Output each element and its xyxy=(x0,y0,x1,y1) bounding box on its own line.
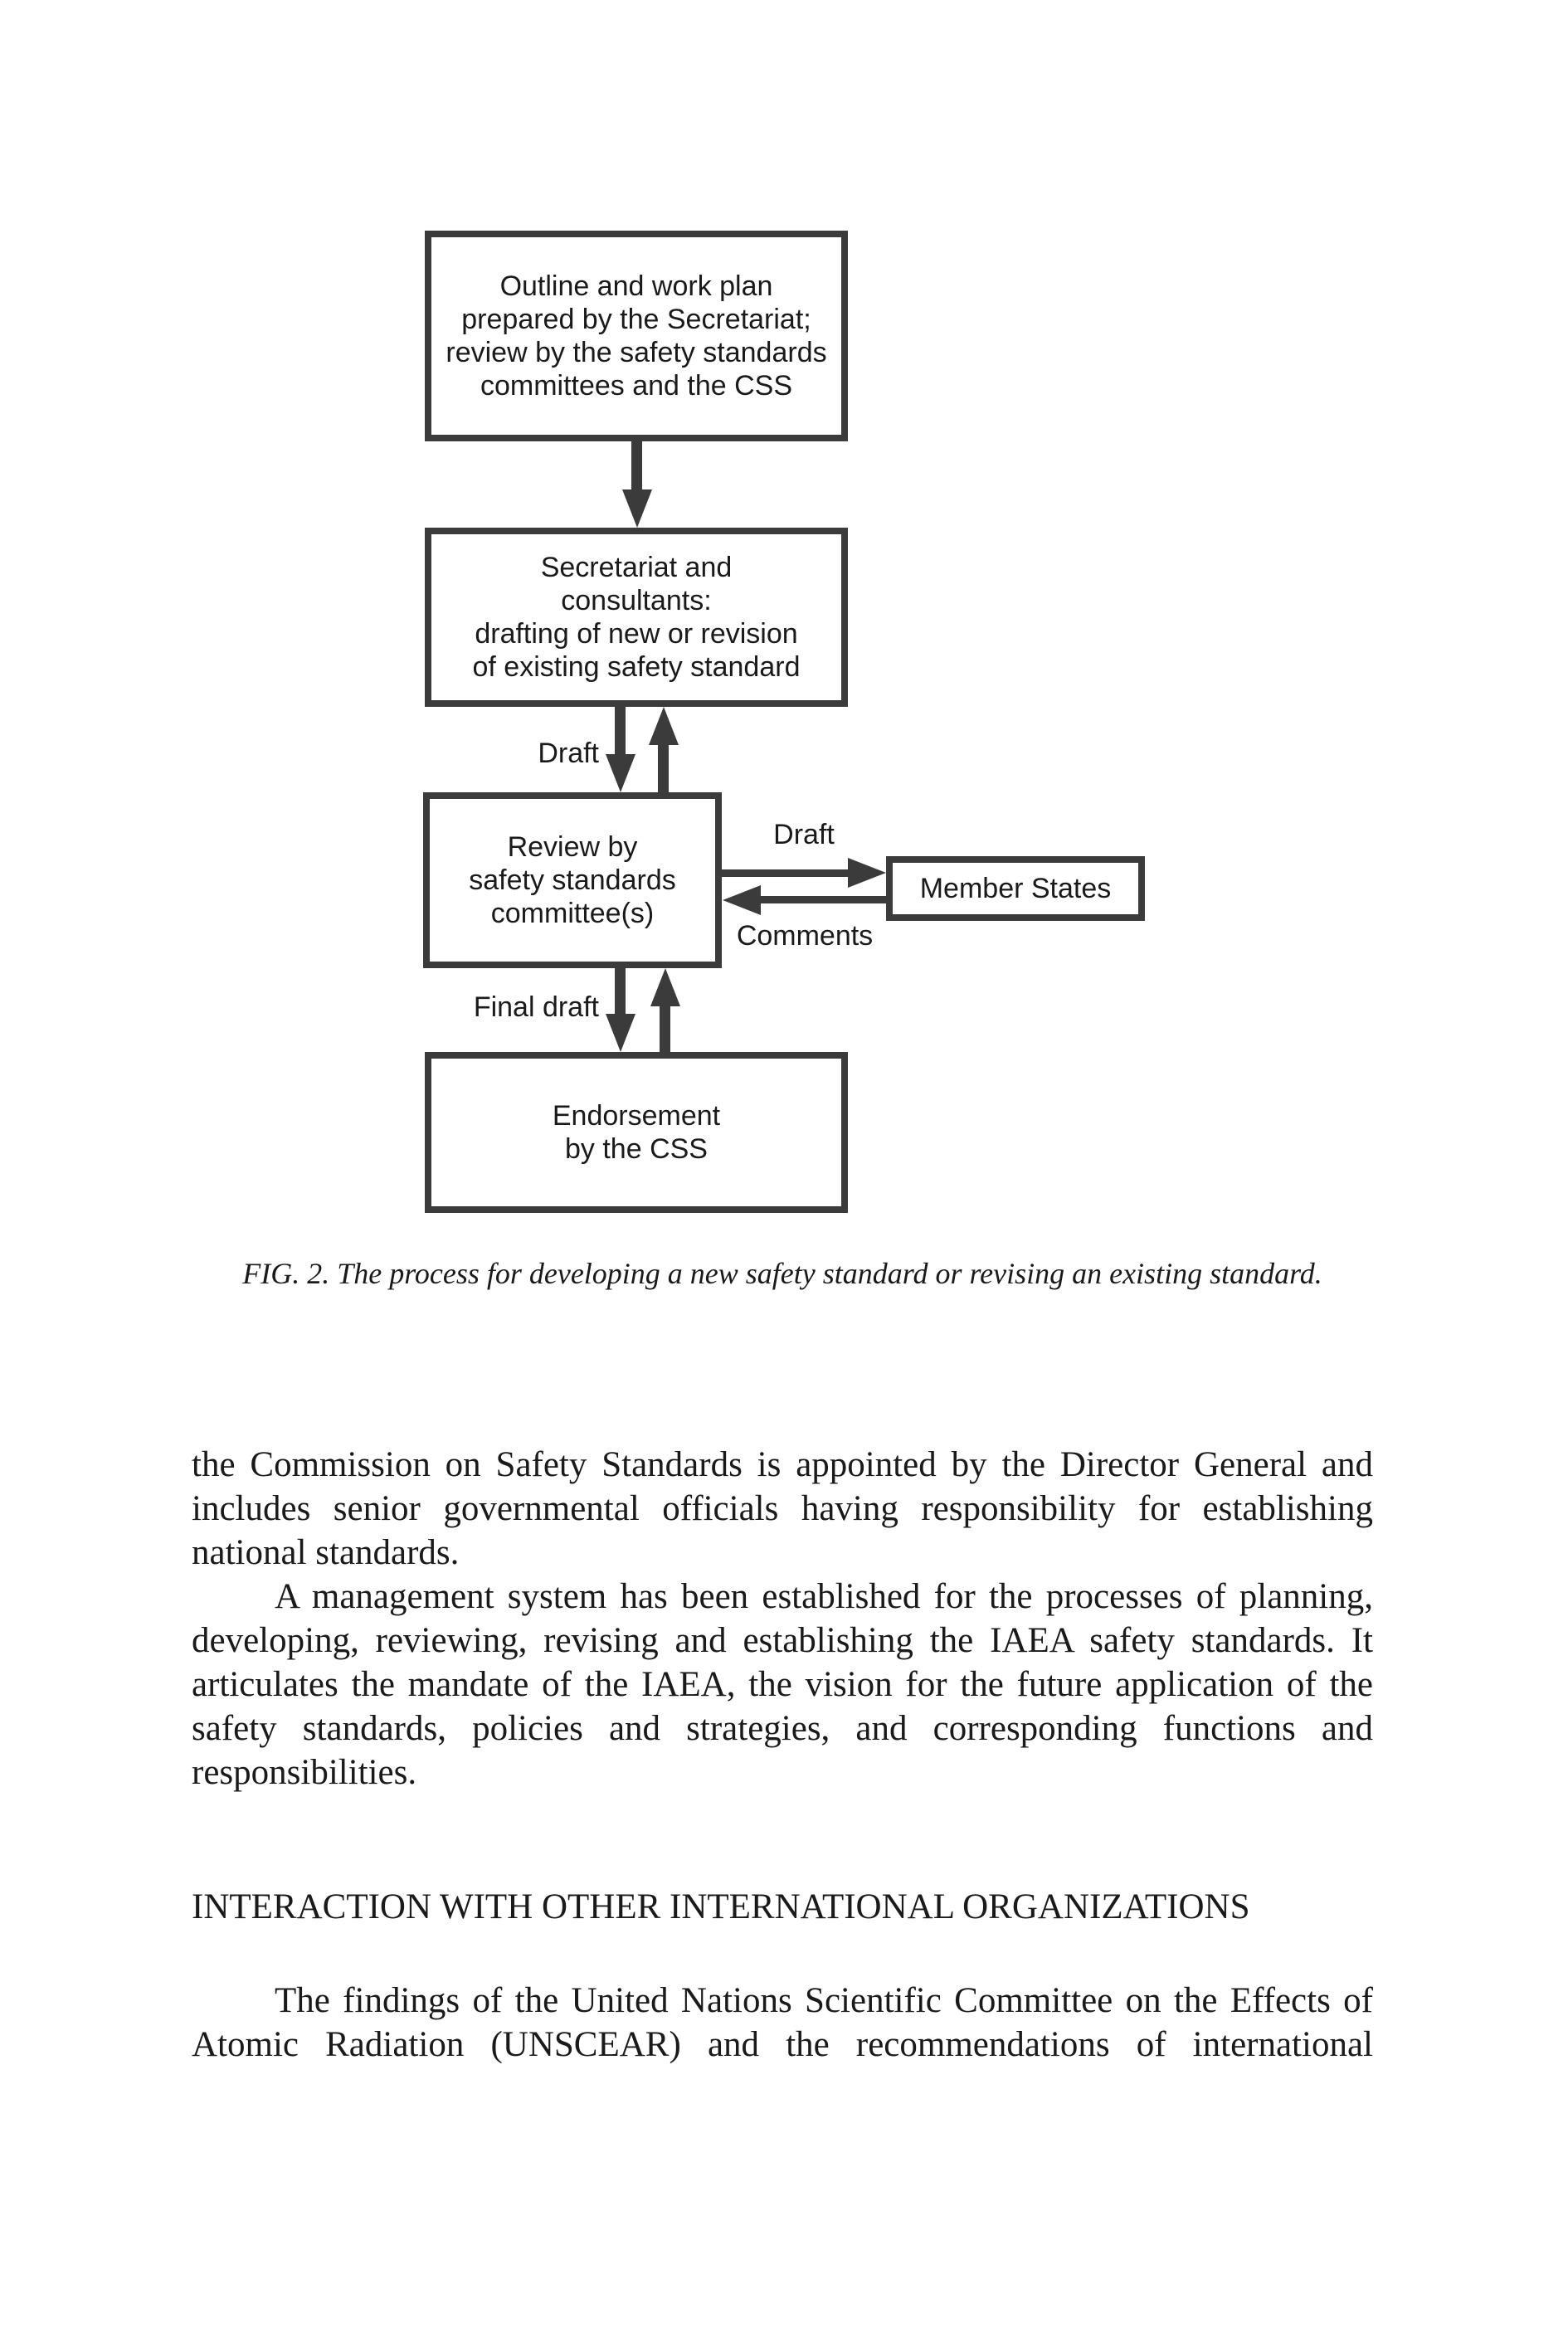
arrow-down-icon xyxy=(606,1014,635,1052)
box-text-line: Secretariat and xyxy=(540,552,733,583)
flow-box-secretariat-drafting xyxy=(425,528,848,707)
arrow-left-icon xyxy=(723,885,761,915)
figure-caption: FIG. 2. The process for developing a new safety standard or revising an existing standard. xyxy=(242,1257,1322,1290)
box-text-line: Member States xyxy=(919,873,1112,904)
body-paragraph: The findings of the United Nations Scientific Committee on the Effects of Atomic Radiation (UNSCEAR) and the recommendations of international xyxy=(192,1981,1373,2064)
section-heading: INTERACTION WITH OTHER INTERNATIONAL ORGANIZATIONS xyxy=(192,1887,1250,1926)
arrow-outline-to-drafting-shaft xyxy=(631,441,642,489)
box-text-line: committee(s) xyxy=(490,898,655,929)
arrow-right-icon xyxy=(848,858,886,888)
box-text-line: by the CSS xyxy=(565,1133,708,1165)
box-text-line: consultants: xyxy=(561,585,712,616)
box-text-line: Endorsement xyxy=(552,1100,721,1132)
body-text xyxy=(192,1443,1373,1794)
flow-box-member-states xyxy=(886,856,1145,921)
final-draft-label: Final draft xyxy=(473,991,599,1023)
box-text-line: review by the safety standards xyxy=(446,337,827,368)
box-text-line: drafting of new or revision xyxy=(475,618,798,650)
body-paragraph: the Commission on Safety Standards is appointed by the Director General and includes senior governmental officials having responsibility for establishing national standards. xyxy=(192,1445,1373,1572)
arrow-down-icon xyxy=(606,754,635,792)
draft-label: Draft xyxy=(538,738,599,769)
arrow-endorsement-to-review-shaft xyxy=(660,1006,670,1052)
arrow-down-icon xyxy=(622,489,652,528)
arrow-review-to-drafting-shaft xyxy=(658,745,669,792)
box-text-line: Review by xyxy=(507,831,638,863)
draft-label: Draft xyxy=(773,819,835,850)
box-text-line: prepared by the Secretariat; xyxy=(461,304,811,335)
arrow-up-icon xyxy=(649,707,679,745)
flow-box-review-committees xyxy=(423,792,722,968)
box-text-line: committees and the CSS xyxy=(480,370,793,402)
arrow-review-to-member-states-shaft xyxy=(722,869,848,877)
body-paragraph: A management system has been established for the processes of planning, developing, reviewing, revising and establishing the IAEA safety standards. It articulates the mandate of the IAEA, the vision for the future application of the safety standards, policies and strategies, and corresponding functions and responsibilities. xyxy=(192,1577,1373,1792)
flow-box-outline-work-plan xyxy=(425,231,848,441)
box-text-line: Outline and work plan xyxy=(499,270,773,302)
arrow-member-states-to-review-shaft xyxy=(761,896,886,903)
comments-label: Comments xyxy=(736,920,874,952)
box-text-line: safety standards xyxy=(469,864,676,896)
flow-box-endorsement-css xyxy=(425,1052,848,1213)
arrow-drafting-to-review-shaft xyxy=(615,707,626,754)
arrow-up-icon xyxy=(650,968,680,1006)
box-text-line: of existing safety standard xyxy=(472,651,801,683)
arrow-review-to-endorsement-shaft xyxy=(615,968,626,1014)
